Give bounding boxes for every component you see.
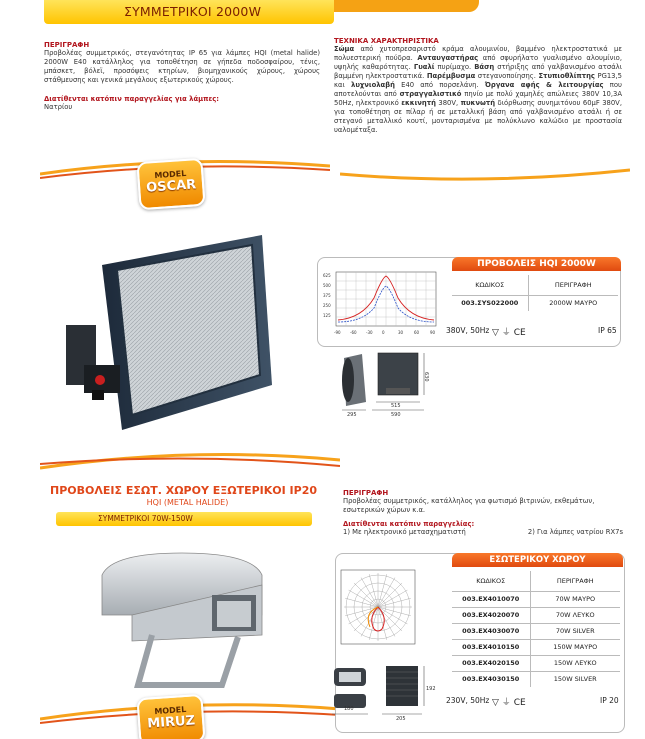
tech-term: πυκνωτή — [460, 99, 496, 107]
x-tick-label: -30 — [366, 330, 373, 335]
bottom-order-heading: Διατίθενται κατόπιν παραγγελίας: — [343, 520, 475, 528]
top-ip-rating: IP 65 — [598, 326, 617, 335]
product-code: 003.EX4030150 — [452, 671, 530, 687]
miruz-dimension-drawing — [330, 660, 448, 724]
top-description-text: Προβολέας συμμετρικός, στεγανότητας IP 65 για λάμπες HQI (metal halide) 2000W E40 κατάλληλος για τοποθέτηση σε γήπεδα ποδοσφαίρου, τένις, μπάσκετ, βόλεϊ, προσόψεις κτηρίων, βιομηχανικούς χώρους, χώρους στάθμευσης και γενικά μεγάλους εξωτερικούς χώρους. — [44, 49, 320, 84]
triangle-fuse-icon: ▽ — [492, 328, 499, 338]
top-order-heading: Διατίθενται κατόπιν παραγγελίας για λάμπες: — [44, 95, 220, 103]
product-description: 150W ΛΕΥΚΟ — [530, 655, 620, 671]
tech-text: διόρθωσης συνημιτόνου 60μF 380V, για τοποθέτηση σε πίλαρ ή σε μεταλλική βάση από γαλβανισμένο ατσάλι ή σε στεγανό μεταλλικό κουτί, μονταρισμένα με πολύκλωνο καλώδιο με προστασία υαλομέταξα. — [334, 99, 622, 134]
dim-front-w1: 515 — [391, 403, 401, 409]
bottom-strip-text: ΣΥΜΜΕΤΡΙΚΟΙ 70W-150W — [98, 514, 193, 523]
y-tick-label: 250 — [323, 303, 331, 308]
product-description: 2000W ΜΑΥΡΟ — [528, 295, 618, 311]
ce-mark-icon: CE — [513, 328, 526, 338]
top-description-block — [44, 41, 320, 112]
tech-text: στήριξης από γαλβανισμένο ατσάλι βαμμένη ηλεκτροστατικά. — [334, 63, 622, 80]
tech-term: λυχνιολαβή — [351, 81, 395, 89]
y-tick-label: 625 — [323, 273, 331, 278]
top-order-value: Νατρίου — [44, 103, 73, 111]
top-banner-title: ΣΥΜΜΕΤΡΙΚΟΙ 2000W — [124, 4, 262, 19]
y-tick-label: 375 — [323, 293, 331, 298]
tech-text: 380V, — [435, 99, 461, 107]
product-description: 70W ΛΕΥΚΟ — [530, 607, 620, 623]
top-col-code: ΚΩΔΙΚΟΣ — [475, 280, 505, 289]
bottom-table-title: ΕΣΩΤΕΡΙΚΟΥ ΧΩΡΟΥ — [452, 553, 623, 567]
product-code: 003.EX4030070 — [452, 623, 530, 639]
y-tick-label: 500 — [323, 283, 331, 288]
y-tick-label: 125 — [323, 313, 331, 318]
model-label-bottom: MODEL — [154, 704, 187, 717]
table-row — [452, 591, 620, 607]
top-tech-block — [334, 37, 622, 135]
tech-term: Βάση — [474, 63, 495, 71]
top-banner-accent — [334, 0, 479, 12]
x-tick-label: -60 — [350, 330, 357, 335]
tech-term: Στυπιοθλίπτης — [538, 72, 595, 80]
tech-text: πυρίμαχο. — [434, 63, 475, 71]
product-description: 70W SILVER — [530, 623, 620, 639]
oscar-floodlight-image — [62, 225, 302, 445]
dim-w: 180 — [344, 706, 354, 712]
dim-side: 295 — [347, 412, 357, 418]
bottom-title: ΠΡΟΒΟΛΕΙΣ ΕΣΩΤ. ΧΩΡΟΥ ΕΞΩΤΕΡΙΚΟΙ IP20 — [50, 484, 317, 497]
dim-base: 205 — [396, 716, 406, 722]
top-description-heading: ΠΕΡΙΓΡΑΦΗ — [44, 41, 90, 49]
bottom-col-desc: ΠΕΡΙΓΡΑΦΗ — [530, 571, 620, 591]
tech-text: από σφυρήλατο γυαλισμένο αλουμίνιο, υψηλής καθαρότητας. — [334, 54, 622, 71]
tech-text: PG13,5 και — [334, 72, 622, 89]
tech-text: που αποτελούνται από — [334, 81, 622, 98]
tech-term: Όργανα αφής & λειτουργίας — [484, 81, 604, 89]
top-tech-heading: ΤΕΧΝΙΚΑ ΧΑΡΑΚΤΗΡΙΣΤΙΚΑ — [334, 37, 439, 45]
tech-text: πηνίο με πολύ χαμηλές απώλειες 380V 10,3A 50Hz, ηλεκτρονικό — [334, 90, 622, 107]
polar-chart-bottom — [340, 569, 416, 645]
tech-text: E40 από πορσελάνη. — [394, 81, 485, 89]
model-name-bottom: MIRUZ — [146, 713, 196, 732]
bottom-title-block — [50, 484, 325, 507]
bottom-order-opt2: 2) Για λάμπες νατρίου RX7s — [527, 528, 623, 536]
tech-text: στεγανοποίησης. — [475, 72, 539, 80]
ce-mark-icon: CE — [513, 698, 526, 708]
tech-term: εκκινητή — [401, 99, 436, 107]
dim-front-w2: 590 — [391, 412, 401, 418]
top-col-desc: ΠΕΡΙΓΡΑΦΗ — [528, 275, 618, 295]
dim-h: 192 — [426, 686, 436, 692]
x-tick-label: 90 — [430, 330, 436, 335]
ground-icon: ⏚ — [501, 328, 511, 338]
dim-front-h: 630 — [423, 372, 429, 382]
product-code: 003.ΣΥS022000 — [452, 295, 528, 311]
top-certification-icons — [492, 325, 526, 338]
bottom-description-heading: ΠΕΡΙΓΡΑΦΗ — [343, 489, 389, 497]
ground-icon: ⏚ — [501, 698, 511, 708]
tech-term: Γυαλί — [413, 63, 435, 71]
bottom-certification-icons — [492, 695, 526, 708]
top-tech-text — [334, 45, 622, 135]
table-row — [452, 295, 618, 311]
bottom-product-table — [452, 571, 620, 687]
bottom-col-code: ΚΩΔΙΚΟΣ — [476, 576, 506, 585]
x-tick-label: 30 — [398, 330, 404, 335]
bottom-description-block — [343, 489, 623, 537]
model-label: MODEL — [154, 168, 187, 181]
x-tick-label: -90 — [334, 330, 341, 335]
bottom-subtitle: HQI (METAL HALIDE) — [146, 498, 229, 507]
product-code: 003.EX4010150 — [452, 639, 530, 655]
tech-term: στραγγαλιστικό — [399, 90, 462, 98]
oscar-dimension-drawing — [336, 348, 446, 418]
product-code: 003.EX4020070 — [452, 607, 530, 623]
model-name: OSCAR — [145, 177, 197, 196]
tech-term: Ανταυγαστήρας — [417, 54, 479, 62]
table-row — [452, 639, 620, 655]
table-row — [452, 655, 620, 671]
bottom-order-opt1: 1) Με ηλεκτρονικό μετασχηματιστή — [343, 528, 466, 536]
bottom-description-text: Προβολέας συμμετρικός, κατάλληλος για φωτισμό βιτρινών, εκθεμάτων, εσωτερικών χώρων κ.α. — [343, 497, 595, 514]
product-code: 003.EX4010070 — [452, 591, 530, 607]
top-banner — [44, 0, 334, 24]
table-row — [452, 671, 620, 687]
product-description: 150W ΜΑΥΡΟ — [530, 639, 620, 655]
top-swoosh-right — [340, 168, 630, 188]
product-description: 150W SILVER — [530, 671, 620, 687]
product-description: 70W ΜΑΥΡΟ — [530, 591, 620, 607]
miruz-floodlight-image — [92, 545, 272, 695]
x-tick-label: 60 — [414, 330, 420, 335]
tech-term: Σώμα — [334, 45, 355, 53]
x-tick-label: 0 — [382, 330, 385, 335]
bottom-strip — [56, 512, 312, 526]
middle-swoosh — [40, 448, 340, 474]
bottom-voltage: 230V, 50Hz — [446, 696, 490, 705]
bottom-ip-rating: IP 20 — [600, 696, 619, 705]
triangle-fuse-icon: ▽ — [492, 698, 499, 708]
photometric-chart-top — [322, 268, 440, 340]
table-row — [452, 623, 620, 639]
top-product-table — [452, 275, 618, 311]
top-table-title: ΠΡΟΒΟΛΕΙΣ HQI 2000W — [452, 257, 621, 271]
model-badge-oscar — [136, 158, 205, 210]
bottom-order-options — [343, 528, 623, 537]
table-row — [452, 607, 620, 623]
model-badge-miruz — [136, 694, 205, 739]
top-voltage: 380V, 50Hz — [446, 326, 490, 335]
tech-text: από χυτοπρεσαριστό κράμα αλουμινίου, βαμμένο ηλεκτροστατικά με πολυεστερική πούδρα. — [334, 45, 622, 62]
product-code: 003.EX4020150 — [452, 655, 530, 671]
tech-term: Παρέμβυσμα — [426, 72, 476, 80]
